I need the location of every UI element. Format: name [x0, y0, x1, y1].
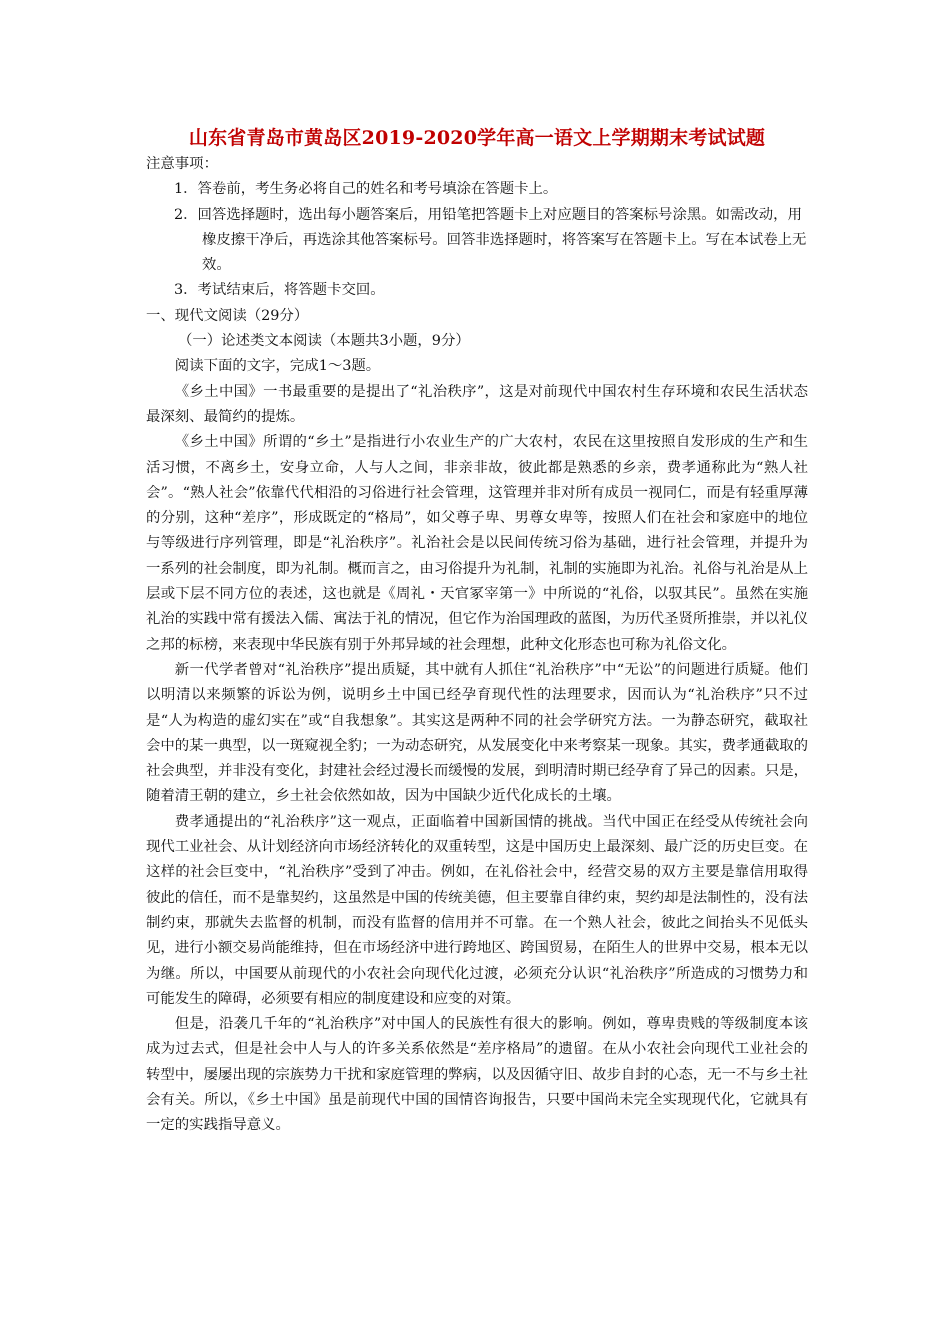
notice-item-text: 2．回答选择题时，选出每小题答案后，用铅笔把答题卡上对应题目的答案标号涂黑。如需改动，用橡皮擦干净后，再选涂其他答案标号。回答非选择题时，将答案写在答题卡上。写在本试卷上无效。	[174, 206, 807, 274]
document-title: 山东省青岛市黄岛区2019-2020学年高一语文上学期期末考试试题	[188, 127, 766, 149]
passage-paragraph: 费孝通提出的“礼治秩序”这一观点，正面临着中国新国情的挑战。当代中国正在经受从传统社会向现代工业社会、从计划经济向市场经济转化的双重转型，这是中国历史上最深刻、最广泛的历史巨变。在这样的社会巨变中，“礼治秩序”受到了冲击。例如，在礼俗社会中，经营交易的双方主要是靠信用取得彼此的信任，而不是靠契约，这虽然是中国的传统美德，但主要靠自律约束，契约却是法制性的，没有法制约束，那就失去监督的机制，而没有监督的信用并不可靠。在一个熟人社会，彼此之间抬头不见低头见，进行小额交易尚能维持，但在市场经济中进行跨地区、跨国贸易，在陌生人的世界中交易，根本无以为继。所以，中国要从前现代的小农社会向现代化过渡，必须充分认识“礼治秩序”所造成的习惯势力和可能发生的障碍，必须要有相应的制度建设和应变的对策。	[146, 813, 808, 1007]
passage-paragraph: 新一代学者曾对“礼治秩序”提出质疑，其中就有人抓住“礼治秩序”中“无讼”的问题进行质疑。他们以明清以来频繁的诉讼为例，说明乡土中国已经孕育现代性的法理要求，因而认为“礼治秩序”只不过是“人为构造的虚幻实在”或“自我想象”。其实这是两种不同的社会学研究方法。一为静态研究，截取社会中的某一典型，以一斑窥视全豹；一为动态研究，从发展变化中来考察某一现象。其实，费孝通截取的社会典型，并非没有变化，封建社会经过漫长而缓慢的发展，到明清时期已经孕育了异己的因素。只是，随着清王朝的建立，乡土社会依然如故，因为中国缺少近代化成长的土壤。	[146, 661, 808, 805]
section-heading: 一、现代文阅读（29分）	[146, 307, 309, 324]
notice-item	[146, 203, 808, 279]
notice-item: 1．答卷前，考生务必将自己的姓名和考号填涂在答题卡上。	[174, 181, 558, 198]
document-body	[146, 124, 808, 1139]
notice-item: 3．考试结束后，将答题卡交回。	[174, 282, 385, 299]
notice-heading: 注意事项：	[146, 156, 218, 172]
subsection-heading: （一）论述类文本阅读（本题共3小题，9分）	[178, 333, 470, 350]
reading-instruction: 阅读下面的文字，完成1～3题。	[174, 358, 381, 375]
passage-paragraph: 《乡土中国》所谓的“乡土”是指进行小农业生产的广大农村，农民在这里按照自发形成的生产和生活习惯，不离乡土，安身立命，人与人之间，非亲非故，彼此都是熟悉的乡亲，费孝通称此为“熟人社会”。“熟人社会”依靠代代相沿的习俗进行社会管理，这管理并非对所有成员一视同仁，而是有轻重厚薄的分别，这种“差序”，形成既定的“格局”，如父尊子卑、男尊女卑等，按照人们在社会和家庭中的地位与等级进行序列管理，即是“礼治秩序”。礼治社会是以民间传统习俗为基础，进行社会管理，并提升为一系列的社会制度，即为礼制。概而言之，由习俗提升为礼制，礼制的实施即为礼治。礼俗与礼治是从上层或下层不同方位的表述，这也就是《周礼・天官冢宰第一》中所说的“礼俗，以驭其民”。虽然在实施礼治的实践中常有援法入儒、寓法于礼的情况，但它作为治国理政的蓝图，为历代圣贤所推崇，并以礼仪之邦的标榜，来表现中华民族有别于外邦异域的社会理想，此种文化形态也可称为礼俗文化。	[146, 434, 808, 653]
passage-paragraph: 《乡土中国》一书最重要的是提出了“礼治秩序”，这是对前现代中国农村生存环境和农民生活状态最深刻、最简约的提炼。	[146, 383, 808, 425]
passage-paragraph: 但是，沿袭几千年的“礼治秩序”对中国人的民族性有很大的影响。例如，尊卑贵贱的等级制度本该成为过去式，但是社会中人与人的许多关系依然是“差序格局”的遗留。在从小农社会向现代工业社会的转型中，屡屡出现的宗族势力干扰和家庭管理的弊病，以及因循守旧、故步自封的心态，无一不与乡土社会有关。所以，《乡土中国》虽是前现代中国的国情咨询报告，只要中国尚未完全实现现代化，它就具有一定的实践指导意义。	[146, 1016, 808, 1134]
